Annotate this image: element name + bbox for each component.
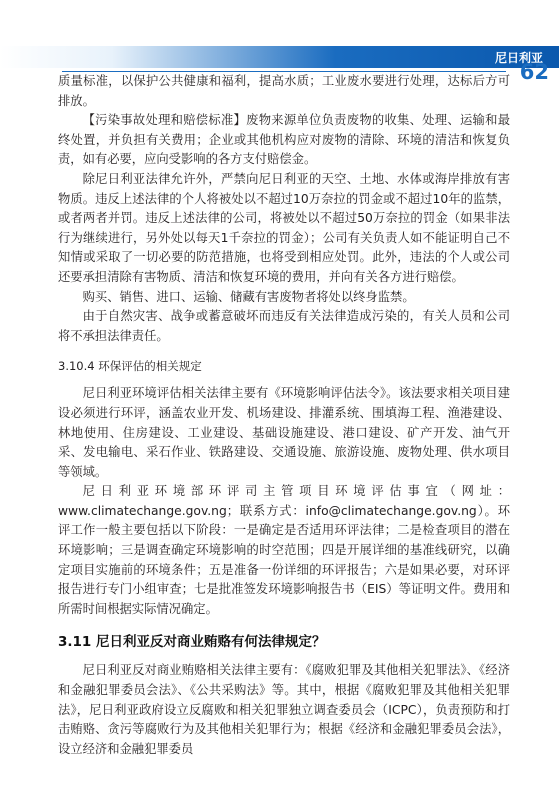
paragraph-eia-procedure: 尼日利亚环境部环评司主管项目环境评估事宜（网址：www.climatechange.gov.ng；联系方式：info@climatechange.gov.ng）。环评工作一般主要包括以下阶段：一是确定是否适用环评法律；二是检查项目的潜在环境影响；三是调查确定环境影响的时空范围；四是开展详细的基准线研究，以确定项目实施前的环境条件；五是准备一份详细的环评报告；六是如果必要，对环评报告进行专门小组审查；七是批准签发环境影响报告书（EIS）等证明文件。费用和所需时间根据实际情况确定。	[58, 484, 510, 616]
paragraph-pollution-compensation: 【污染事故处理和赔偿标准】废物来源单位负责废物的收集、处理、运输和最终处置，并负担有关费用；企业或其他机构应对废物的清除、环境的清洁和恢复负责，如有必要，应向受影响的各方支付赔偿金。	[58, 113, 510, 167]
paragraph-hazardous-discharge: 除尼日利亚法律允许外，严禁向尼日利亚的天空、土地、水体或海岸排放有害物质。违反上述法律的个人将被处以不超过10万奈拉的罚金或不超过10年的监禁，或者两者并罚。违反上述法律的公司，将被处以不超过50万奈拉的罚金（如果非法行为继续进行，另外处以每天1千奈拉的罚金）；公司有关负责人如不能证明自己不知情或采取了一切必要的防范措施，也将受到相应处罚。此外，违法的个人或公司还要承担清除有害物质、清洁和恢复环境的费用，并向有关各方进行赔偿。	[58, 171, 510, 284]
paragraph-anti-bribery: 尼日利亚反对商业贿赂相关法律主要有：《腐败犯罪及其他相关犯罪法》、《经济和金融犯罪委员会法》、《公共采购法》等。其中，根据《腐败犯罪及其他相关犯罪法》，尼日利亚政府设立反腐败和相关犯罪独立调查委员会（ICPC），负责预防和打击贿赂、贪污等腐败行为及其他相关犯罪行为；根据《经济和金融犯罪委员会法》，设立经济和金融犯罪委员	[58, 663, 510, 756]
page-number: 62	[519, 60, 549, 84]
paragraph-hazardous-waste-penalty: 购买、销售、进口、运输、储藏有害废物者将处以终身监禁。	[82, 289, 415, 304]
section-heading: 3.11 尼日利亚反对商业贿赂有何法律规定？	[58, 634, 326, 651]
paragraph-eia-law: 尼日利亚环境评估相关法律主要有《环境影响评估法令》。该法要求相关项目建设必须进行环评，涵盖农业开发、机场建设、排灌系统、围填海工程、渔港建设、林地使用、住房建设、工业建设、基础设施建设、港口建设、矿产开发、油气开采、发电输电、采石作业、铁路建设、交通设施、旅游设施、废物处理、供水项目等领域。	[58, 386, 510, 479]
paragraph-water-standards: 质量标准，以保护公共健康和福利，提高水质；工业废水要进行处理，达标后方可排放。	[58, 74, 510, 108]
header-country-label: 尼日利亚	[494, 51, 543, 65]
page-body	[58, 72, 510, 759]
subsection-heading: 3.10.4 环保评估的相关规定	[58, 359, 202, 374]
paragraph-force-majeure: 由于自然灾害、战争或蓄意破坏而违反有关法律造成污染的，有关人员和公司将不承担法律责任。	[58, 309, 510, 343]
header-band	[0, 46, 559, 68]
